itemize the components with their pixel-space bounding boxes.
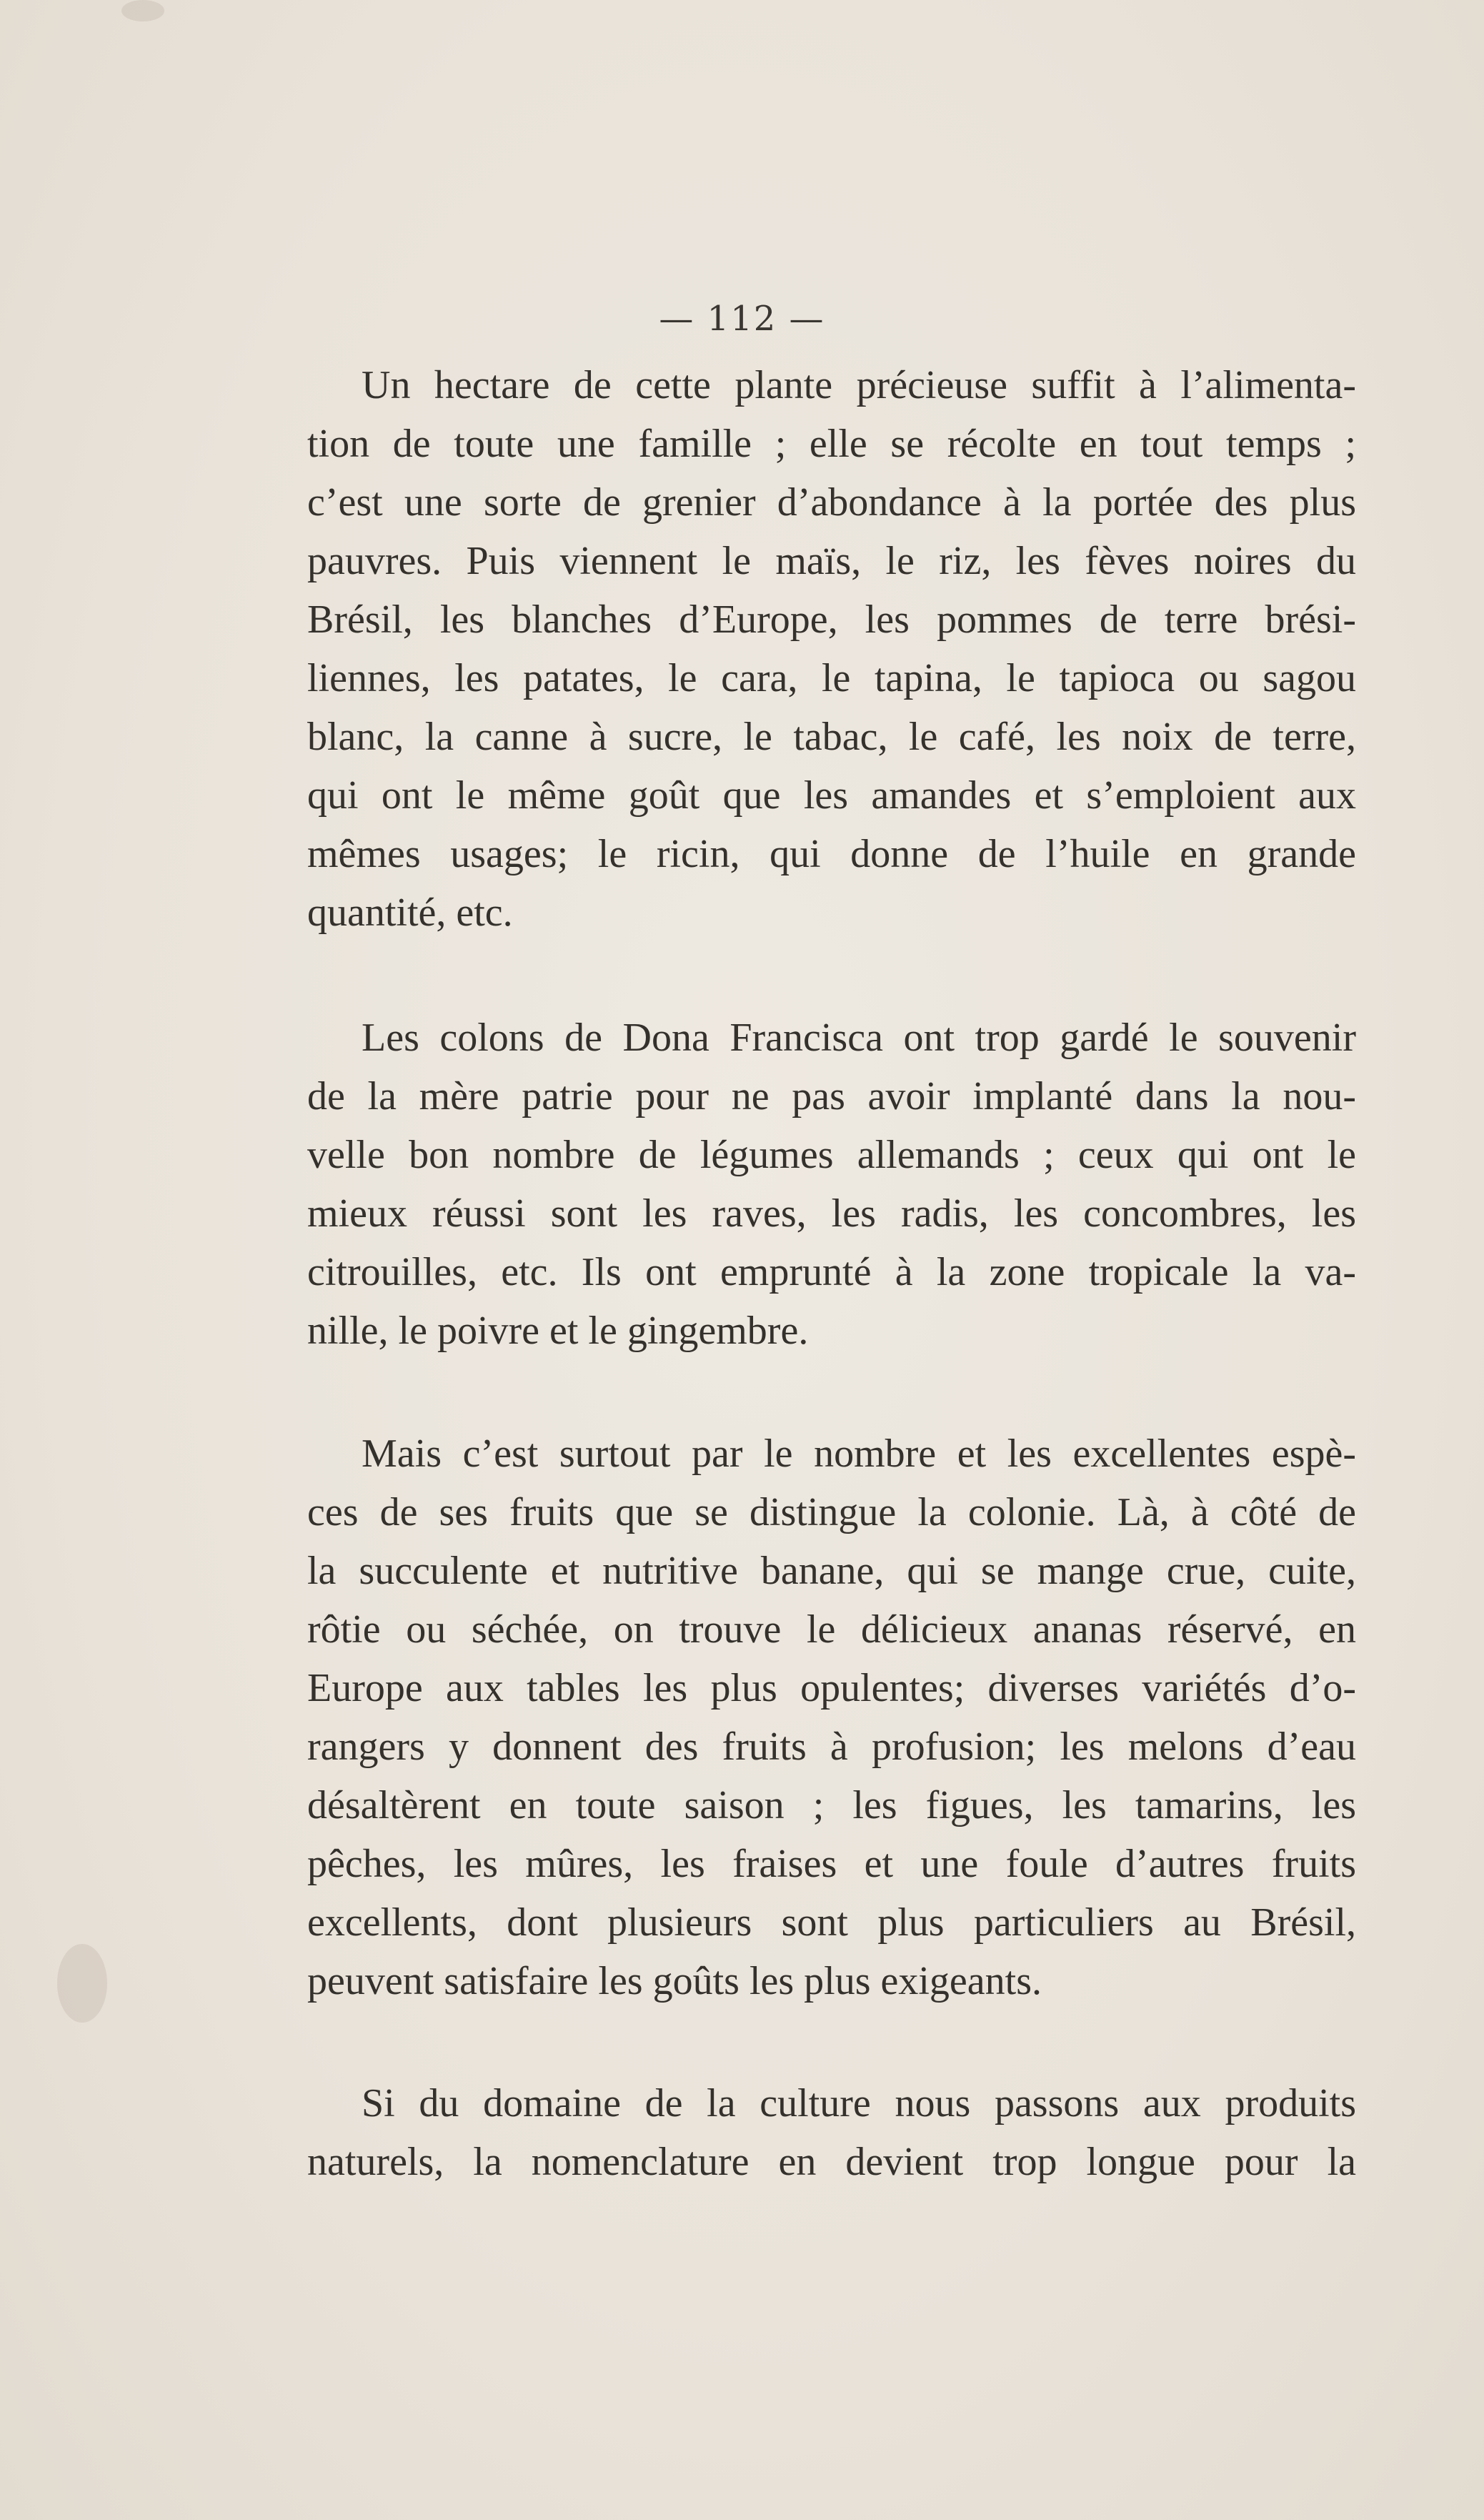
text-line: Si du domaine de la culture nous passons aux produits	[362, 2081, 1356, 2125]
page-stain	[57, 1944, 107, 2023]
text-line: velle bon nombre de légumes allemands ; ceux qui ont le	[307, 1133, 1356, 1177]
text-line: mêmes usages; le ricin, qui donne de l’huile en grande	[307, 832, 1356, 876]
text-line: mieux réussi sont les raves, les radis, les concombres, les	[307, 1191, 1356, 1236]
text-line: nille, le poivre et le gingembre.	[307, 1309, 809, 1353]
text-line: rangers y donnent des fruits à profusion; les melons d’eau	[307, 1725, 1356, 1769]
paragraph-1	[307, 356, 1356, 942]
text-line: Brésil, les blanches d’Europe, les pommes de terre brési-	[307, 597, 1356, 642]
text-line: la succulente et nutritive banane, qui se mange crue, cuite,	[307, 1549, 1356, 1593]
paragraph-4	[307, 2074, 1356, 2191]
text-line: ces de ses fruits que se distingue la colonie. Là, à côté de	[307, 1490, 1356, 1534]
text-line: désaltèrent en toute saison ; les figues, les tamarins, les	[307, 1783, 1356, 1827]
page-number: — 112 —	[659, 299, 825, 339]
text-line: blanc, la canne à sucre, le tabac, le café, les noix de terre,	[307, 715, 1356, 759]
text-line: peuvent satisfaire les goûts les plus exigeants.	[307, 1959, 1042, 2003]
paragraph-3	[307, 1424, 1356, 2010]
text-line: excellents, dont plusieurs sont plus particuliers au Brésil,	[307, 1900, 1356, 1945]
text-line: naturels, la nomenclature en devient trop longue pour la	[307, 2140, 1356, 2184]
text-line: Europe aux tables les plus opulentes; diverses variétés d’o-	[307, 1666, 1356, 1710]
text-line: qui ont le même goût que les amandes et s’emploient aux	[307, 773, 1356, 818]
text-line: pauvres. Puis viennent le maïs, le riz, les fèves noires du	[307, 539, 1356, 583]
text-line: de la mère patrie pour ne pas avoir implanté dans la nou-	[307, 1074, 1356, 1118]
text-line: c’est une sorte de grenier d’abondance à la portée des plus	[307, 480, 1356, 525]
text-line: Les colons de Dona Francisca ont trop gardé le souvenir	[362, 1016, 1356, 1060]
text-line: Mais c’est surtout par le nombre et les excellentes espè-	[362, 1432, 1356, 1476]
text-line: tion de toute une famille ; elle se récolte en tout temps ;	[307, 422, 1356, 466]
text-line: Un hectare de cette plante précieuse suffit à l’alimenta-	[362, 363, 1356, 407]
text-line: pêches, les mûres, les fraises et une foule d’autres fruits	[307, 1842, 1356, 1886]
text-line: quantité, etc.	[307, 891, 513, 935]
text-line: citrouilles, etc. Ils ont emprunté à la zone tropicale la va-	[307, 1250, 1356, 1294]
page-stain	[121, 0, 164, 21]
paragraph-2	[307, 1008, 1356, 1360]
text-line: liennes, les patates, le cara, le tapina, le tapioca ou sagou	[307, 656, 1356, 700]
text-line: rôtie ou séchée, on trouve le délicieux ananas réservé, en	[307, 1607, 1356, 1652]
